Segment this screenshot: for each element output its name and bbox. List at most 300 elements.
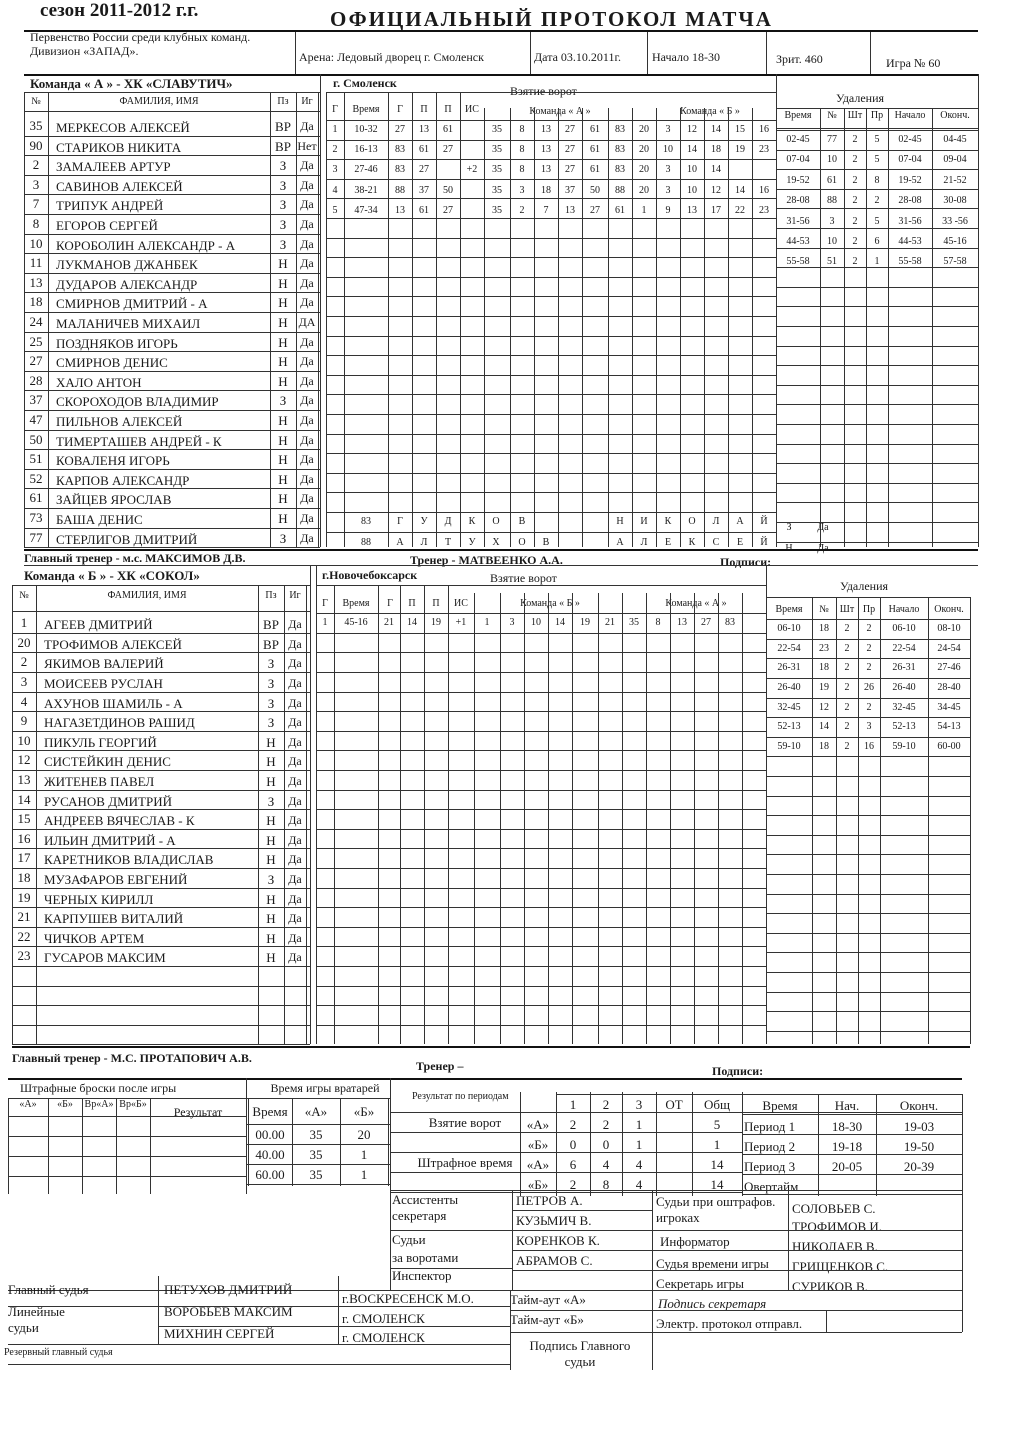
- on-ice-a: 61: [615, 204, 625, 216]
- grid-line: [742, 1174, 962, 1175]
- penalty-pr: 8: [874, 174, 880, 186]
- referee-label: Главный судья: [8, 1282, 89, 1297]
- goal-assist2: 27: [443, 204, 453, 216]
- pim-cell: 6: [569, 1157, 577, 1172]
- player-position: З: [267, 715, 275, 731]
- player-name: МУЗАФАРОВ ЕВГЕНИЙ: [44, 872, 188, 887]
- grid-line: [316, 770, 766, 771]
- informer-label: Информатор: [660, 1234, 730, 1249]
- team-a-signatures: Подписи:: [720, 555, 772, 570]
- col-played: Иг: [301, 96, 313, 107]
- player-played: Да: [288, 891, 302, 906]
- grid-line: [12, 829, 310, 830]
- grid-line: [766, 796, 970, 797]
- col-team-b-b: Команда « Б »: [520, 598, 580, 610]
- grid-line: [292, 1098, 293, 1186]
- grid-line: [12, 611, 310, 612]
- on-ice-a: 3: [519, 184, 525, 196]
- pim-cell: 4: [635, 1157, 643, 1172]
- grid-line: [270, 92, 271, 547]
- penalty-start: 02-45: [898, 134, 922, 145]
- chief-sign-2: судьи: [564, 1354, 596, 1369]
- on-ice-b: 22: [735, 204, 745, 216]
- grid-line: [962, 1190, 963, 1290]
- goal-assist2: 27: [443, 144, 453, 156]
- grid-line: [284, 585, 285, 1044]
- on-ice-b: 10: [687, 164, 697, 176]
- grid-line: [12, 672, 310, 673]
- on-ice-b: 3: [665, 184, 671, 196]
- team-a-coach: Главный тренер - м.с. МАКСИМОВ Д.В.: [24, 551, 246, 566]
- player-position: Н: [278, 471, 288, 487]
- penalty-num: 88: [827, 195, 837, 207]
- col-team-a: Команда « А »: [529, 106, 591, 117]
- extra-letter: Л: [640, 537, 648, 548]
- player-number: 2: [20, 654, 28, 670]
- extra-letter: И: [640, 516, 648, 527]
- grid-line: [12, 1044, 310, 1045]
- penalty-num: 19: [819, 682, 829, 693]
- on-ice-b: 14: [711, 124, 721, 135]
- player-position: Н: [266, 832, 276, 848]
- grid-line: [776, 542, 978, 543]
- grid-line: [652, 1230, 962, 1231]
- period-col: Общ: [703, 1097, 730, 1112]
- col-pen: Время: [784, 110, 812, 121]
- player-name: АНДРЕЕВ ВЯЧЕСЛАВ - К: [44, 813, 195, 829]
- player-position: Н: [278, 432, 288, 448]
- on-ice-b: [752, 160, 776, 180]
- goal-scorer: 21: [384, 617, 394, 629]
- grid-line: [310, 565, 311, 1044]
- player-number: 25: [29, 333, 43, 349]
- on-ice-a: 35: [492, 164, 502, 176]
- goal-assist1: 14: [407, 617, 417, 629]
- col-gp-b: П: [408, 598, 416, 610]
- grid-line: [338, 1276, 339, 1344]
- team-b-signatures: Подписи:: [712, 1064, 764, 1079]
- penalty-start: 52-13: [892, 721, 916, 733]
- extra-letter: Д: [444, 516, 452, 527]
- col-g: Г: [332, 104, 338, 115]
- on-ice-a: 8: [519, 144, 525, 156]
- player-played: Да: [300, 354, 314, 369]
- time-col: Нач.: [834, 1098, 860, 1113]
- grid-line: [512, 1230, 652, 1231]
- secretary-name: СУРИКОВ В.: [792, 1279, 868, 1294]
- player-position: Н: [278, 334, 288, 350]
- penalty-num: 18: [819, 662, 829, 674]
- referee-city: г.ВОСКРЕСЕНСК М.О.: [342, 1291, 474, 1306]
- on-ice-a: 35: [492, 144, 502, 156]
- penalty-start: 26-31: [892, 662, 916, 674]
- extra-letter: О: [688, 516, 696, 527]
- penalty-judge-1: СОЛОВЬЕВ С.: [792, 1201, 876, 1216]
- player-number: 22: [17, 928, 31, 944]
- goals-label: Взятие ворот: [428, 1115, 502, 1130]
- player-name: ХАЛО АНТОН: [56, 374, 142, 390]
- player-name: ЖИТЕНЕВ ПАВЕЛ: [44, 774, 155, 789]
- penalty-start: 44-53: [898, 236, 922, 247]
- grid-line: [776, 463, 978, 464]
- championship-text: Первенство России среди клубных команд. Дивизион «ЗАПАД».: [30, 30, 251, 58]
- on-ice-b: 16: [759, 184, 769, 196]
- player-name: МОИСЕЕВ РУСЛАН: [44, 676, 163, 691]
- e-protocol: Электр. протокол отправл.: [656, 1316, 803, 1331]
- grid-line: [316, 848, 766, 849]
- penalty-pr: 16: [864, 740, 874, 752]
- grid-line: [766, 32, 767, 74]
- grid-line: [556, 1092, 557, 1196]
- player-name: РУСАНОВ ДМИТРИЙ: [44, 793, 172, 809]
- col-g-b: Г: [322, 598, 328, 610]
- player-number: 16: [17, 830, 31, 846]
- period-col: 3: [635, 1097, 643, 1112]
- pim-label: Штрафное время: [417, 1155, 513, 1170]
- penalty-pr: 2: [866, 701, 872, 713]
- player-name: ПИЛЬНОВ АЛЕКСЕЙ: [56, 414, 183, 429]
- penalty-pr: 2: [874, 195, 880, 207]
- grid-line: [12, 888, 310, 889]
- grid-line: [390, 1152, 742, 1153]
- player-name: МЕРКЕСОВ АЛЕКСЕЙ: [56, 120, 190, 135]
- time-cell: 19-50: [903, 1139, 935, 1154]
- team-a-title: Команда « А » - ХК «СЛАВУТИЧ»: [30, 76, 233, 91]
- extra-letter: А: [616, 537, 624, 548]
- goal-judges-label-2: за воротами: [392, 1250, 459, 1265]
- on-ice-b: [728, 160, 752, 180]
- player-name: ТИМЕРТАШЕВ АНДРЕЙ - К: [56, 433, 222, 449]
- team-b-goals-header: Взятие ворот: [490, 571, 557, 586]
- grid-line: [326, 453, 776, 454]
- player-played: Нет: [297, 138, 317, 153]
- player-name: ГУСАРОВ МАКСИМ: [44, 950, 166, 966]
- grid-line: [158, 1276, 159, 1344]
- player-name: СКОРОХОДОВ ВЛАДИМИР: [56, 394, 219, 410]
- grid-line: [776, 385, 978, 386]
- gk-col: «Б»: [353, 1104, 375, 1119]
- penalty-time: 32-45: [777, 701, 801, 713]
- on-ice-a: 27: [590, 204, 600, 216]
- time-cell: 19-18: [831, 1139, 863, 1154]
- time-cell: Период 2: [744, 1139, 796, 1154]
- player-number: 19: [17, 889, 31, 905]
- reserve-label: Резервный главный судья: [4, 1347, 113, 1358]
- col-num: №: [31, 96, 41, 107]
- assist-sec-1: ПЕТРОВ А.: [516, 1193, 583, 1208]
- penalty-sht: 2: [852, 236, 858, 247]
- extra-letter: А: [736, 516, 744, 527]
- player-played: ДА: [298, 315, 316, 329]
- grid-line: [12, 652, 310, 653]
- goals-cell: 5: [713, 1117, 721, 1132]
- player-number: 10: [17, 732, 31, 748]
- grid-line: [8, 1098, 9, 1194]
- penalty-start: 19-52: [898, 174, 922, 186]
- grid-line: [246, 1078, 247, 1194]
- grid-line: [12, 770, 310, 771]
- grid-line: [12, 633, 310, 634]
- on-ice-b: 3: [665, 164, 671, 176]
- col-gp: П: [444, 104, 452, 115]
- on-ice-b: 23: [759, 144, 769, 156]
- on-ice-b: 16: [759, 124, 769, 135]
- grid-line: [474, 593, 475, 1044]
- player-played: Да: [288, 774, 302, 788]
- on-ice-a: 37: [565, 184, 575, 196]
- extra-letter: Л: [420, 537, 428, 548]
- grid-line: [316, 907, 766, 908]
- player-played: Да: [288, 930, 302, 945]
- on-ice-b: 15: [735, 124, 745, 135]
- grid-line: [692, 1092, 693, 1196]
- grid-line: [510, 1290, 511, 1370]
- timeout-b: Тайм-аут «Б»: [510, 1312, 584, 1327]
- penalty-sht: 2: [844, 623, 850, 635]
- goal-strength: [460, 140, 484, 160]
- player-position: Н: [278, 452, 288, 468]
- grid-line: [388, 1098, 389, 1186]
- goal-assist1: 61: [419, 144, 429, 156]
- goal-judges-label-1: Судьи: [392, 1232, 426, 1247]
- grid-line: [766, 776, 970, 777]
- player-name: СМИРНОВ ДМИТРИЙ - А: [56, 296, 208, 312]
- penalty-sht: 2: [852, 215, 858, 227]
- penalty-sht: 2: [852, 134, 858, 145]
- player-name: САВИНОВ АЛЕКСЕЙ: [56, 178, 183, 194]
- player-position: Н: [266, 930, 276, 946]
- penalty-pr: 5: [874, 215, 880, 227]
- player-played: Да: [300, 432, 314, 447]
- col-gp-b: Г: [387, 598, 393, 610]
- on-ice-a: 61: [590, 124, 600, 135]
- time-cell: Овертайм: [744, 1179, 799, 1194]
- grid-line: [12, 790, 310, 791]
- grid-line: [24, 565, 978, 566]
- player-number: 51: [29, 451, 43, 467]
- player-position: Н: [278, 491, 288, 507]
- grid-line: [316, 1005, 766, 1006]
- on-ice-b: 23: [759, 204, 769, 216]
- grid-line: [670, 593, 671, 1044]
- penalty-end: 30-08: [943, 195, 967, 207]
- grid-line: [326, 492, 776, 493]
- player-number: 20: [17, 634, 31, 650]
- goal-scorer: 13: [395, 204, 405, 216]
- grid-line: [390, 1078, 391, 1196]
- team-a-city: г. Смоленск: [333, 76, 397, 90]
- player-name: ДУДАРОВ АЛЕКСАНДР: [56, 276, 198, 292]
- player-number: 2: [32, 157, 40, 173]
- grid-line: [742, 593, 743, 1044]
- player-position: ВР: [275, 119, 291, 134]
- penalty-end: 21-52: [943, 174, 967, 186]
- secretary-signature: Подпись секретаря: [658, 1296, 767, 1311]
- grid-line: [12, 1046, 970, 1048]
- penalty-time: 28-08: [786, 195, 810, 207]
- referee-name: ПЕТУХОВ ДМИТРИЙ: [164, 1282, 293, 1297]
- goal-number: 1: [322, 617, 328, 629]
- player-name: ЧЕРНЫХ КИРИЛЛ: [44, 891, 154, 907]
- grid-line: [12, 585, 310, 586]
- goal-assist1: 61: [419, 204, 429, 216]
- team-b-title: Команда « Б » - ХК «СОКОЛ»: [24, 568, 200, 584]
- grid-line: [652, 1290, 653, 1370]
- penalty-num: 3: [829, 215, 835, 227]
- player-name: АХУНОВ ШАМИЛЬ - А: [44, 695, 183, 711]
- pim-cell: 14: [710, 1157, 724, 1172]
- on-ice-b: 14: [711, 164, 721, 176]
- player-position: Н: [278, 413, 288, 428]
- extra-letter: [558, 512, 582, 532]
- grid-line: [12, 731, 310, 732]
- on-ice-b: 18: [711, 144, 721, 156]
- player-played: Да: [288, 950, 302, 965]
- player-played: Да: [300, 471, 314, 486]
- time-cell: Период 1: [744, 1119, 796, 1134]
- penalty-end: 24-54: [937, 642, 961, 654]
- player-played: Да: [288, 617, 302, 632]
- time-col: Время: [762, 1098, 798, 1113]
- grid-line: [326, 296, 776, 297]
- extra-letter: Т: [444, 537, 452, 548]
- goal-number: 1: [332, 124, 338, 135]
- player-name: СИСТЕЙКИН ДЕНИС: [44, 754, 171, 770]
- grid-line: [766, 1031, 970, 1032]
- team-b-city: г.Новочебоксарск: [322, 568, 418, 583]
- grid-line: [590, 1092, 591, 1196]
- team-a-trainer: Тренер - МАТВЕЕНКО А.А.: [410, 553, 563, 568]
- grid-line: [326, 394, 776, 395]
- col-pen-b: Оконч.: [934, 604, 964, 616]
- grid-line: [295, 32, 296, 74]
- penalty-end: 27-46: [937, 662, 961, 674]
- grid-line: [776, 483, 978, 484]
- grid-line: [652, 1190, 653, 1290]
- player-played: Да: [300, 393, 314, 408]
- grid-line: [978, 74, 979, 547]
- player-number: 21: [17, 909, 31, 925]
- grid-line: [776, 306, 978, 307]
- player-position: З: [279, 158, 287, 174]
- goal-time: 27-46: [354, 164, 378, 176]
- on-ice-b: 20: [639, 124, 649, 135]
- col-pos-b: Пз: [265, 590, 277, 602]
- penalty-end: 28-40: [937, 682, 961, 693]
- gk-col: «А»: [304, 1104, 328, 1119]
- linesman-2: МИХНИН СЕРГЕЙ: [164, 1326, 275, 1341]
- on-ice-a: 13: [541, 124, 551, 135]
- grid-line: [12, 1025, 310, 1026]
- player-played: Да: [300, 530, 314, 545]
- penalty-end: 60-00: [937, 740, 961, 752]
- grid-line: [500, 593, 501, 1044]
- assist-sec-2: КУЗЬМИЧ В.: [516, 1213, 592, 1228]
- goal-number: 4: [332, 184, 338, 196]
- col-pen-b: Пр: [862, 604, 876, 616]
- player-played: Да: [288, 852, 302, 867]
- time-cell: 20-05: [831, 1159, 863, 1174]
- grid-line: [8, 1156, 246, 1157]
- team-a-goals-header: Взятие ворот: [510, 84, 577, 98]
- goal-assist2: [436, 160, 460, 180]
- player-position: Н: [278, 373, 288, 389]
- grid-line: [36, 585, 37, 1044]
- grid-line: [776, 502, 978, 503]
- grid-line: [48, 92, 49, 547]
- on-ice-a: 83: [725, 617, 735, 629]
- extra-letter: Й: [760, 537, 768, 548]
- extra-letter: Н: [616, 516, 624, 527]
- grid-line: [776, 424, 978, 425]
- player-name: ПОЗДНЯКОВ ИГОРЬ: [56, 335, 178, 351]
- extra-letter: О: [492, 516, 500, 527]
- player-name: КАРПОВ АЛЕКСАНДР: [56, 472, 190, 488]
- on-ice-a: 8: [519, 124, 525, 135]
- player-number: 27: [29, 353, 43, 369]
- grid-line: [766, 756, 970, 757]
- player-played: Да: [288, 813, 302, 828]
- grid-line: [12, 750, 310, 751]
- grid-line: [246, 1124, 390, 1125]
- player-position: Н: [278, 275, 288, 291]
- player-name: ЛУКМАНОВ ДЖАНБЕК: [56, 257, 198, 273]
- linesmen-label-1: Линейные: [8, 1304, 65, 1319]
- on-ice-a: 13: [541, 164, 551, 176]
- penalty-sht: 2: [844, 721, 850, 733]
- player-name: ЕГОРОВ СЕРГЕЙ: [56, 218, 158, 233]
- extra-letter: К: [688, 537, 696, 548]
- grid-line: [788, 1190, 789, 1290]
- player-position: З: [267, 695, 275, 711]
- player-name: ЧИЧКОВ АРТЕМ: [44, 930, 145, 946]
- on-ice-a: 27: [565, 124, 575, 135]
- on-ice-b: 1: [641, 204, 647, 216]
- player-position: Н: [266, 891, 276, 907]
- gk-cell: 1: [360, 1167, 368, 1182]
- extra-yes: Да: [817, 543, 829, 554]
- col-name: ФАМИЛИЯ, ИМЯ: [119, 96, 199, 107]
- player-played: Да: [300, 452, 314, 467]
- player-name: ПИКУЛЬ ГЕОРГИЙ: [44, 734, 157, 750]
- col-pen: Оконч.: [940, 110, 970, 121]
- penalty-start: 06-10: [892, 623, 916, 635]
- extra-letter: У: [420, 516, 428, 527]
- penalty-num: 61: [827, 174, 837, 186]
- grid-line: [656, 1092, 657, 1196]
- grid-line: [320, 74, 321, 547]
- goals-cell: 1: [635, 1117, 643, 1132]
- player-number: 7: [32, 196, 40, 212]
- grid-line: [766, 913, 970, 914]
- goal-scorer: 88: [395, 184, 405, 196]
- player-played: Да: [288, 911, 302, 926]
- player-name: ТРОФИМОВ АЛЕКСЕЙ: [44, 636, 182, 652]
- grid-line: [316, 986, 766, 987]
- on-ice-a: 83: [615, 124, 625, 135]
- grid-line: [340, 1098, 341, 1186]
- player-played: Да: [288, 656, 302, 671]
- gk-cell: 60.00: [255, 1167, 285, 1182]
- grid-line: [776, 444, 978, 445]
- player-name: СТЕРЛИГОВ ДМИТРИЙ: [56, 531, 198, 547]
- grid-line: [512, 1250, 652, 1251]
- grid-line: [296, 92, 297, 547]
- goal-time: 38-21: [354, 184, 378, 196]
- linesman-city-2: г. СМОЛЕНСК: [342, 1330, 425, 1345]
- on-ice-a: 83: [615, 164, 625, 176]
- col-name-b: ФАМИЛИЯ, ИМЯ: [107, 590, 187, 602]
